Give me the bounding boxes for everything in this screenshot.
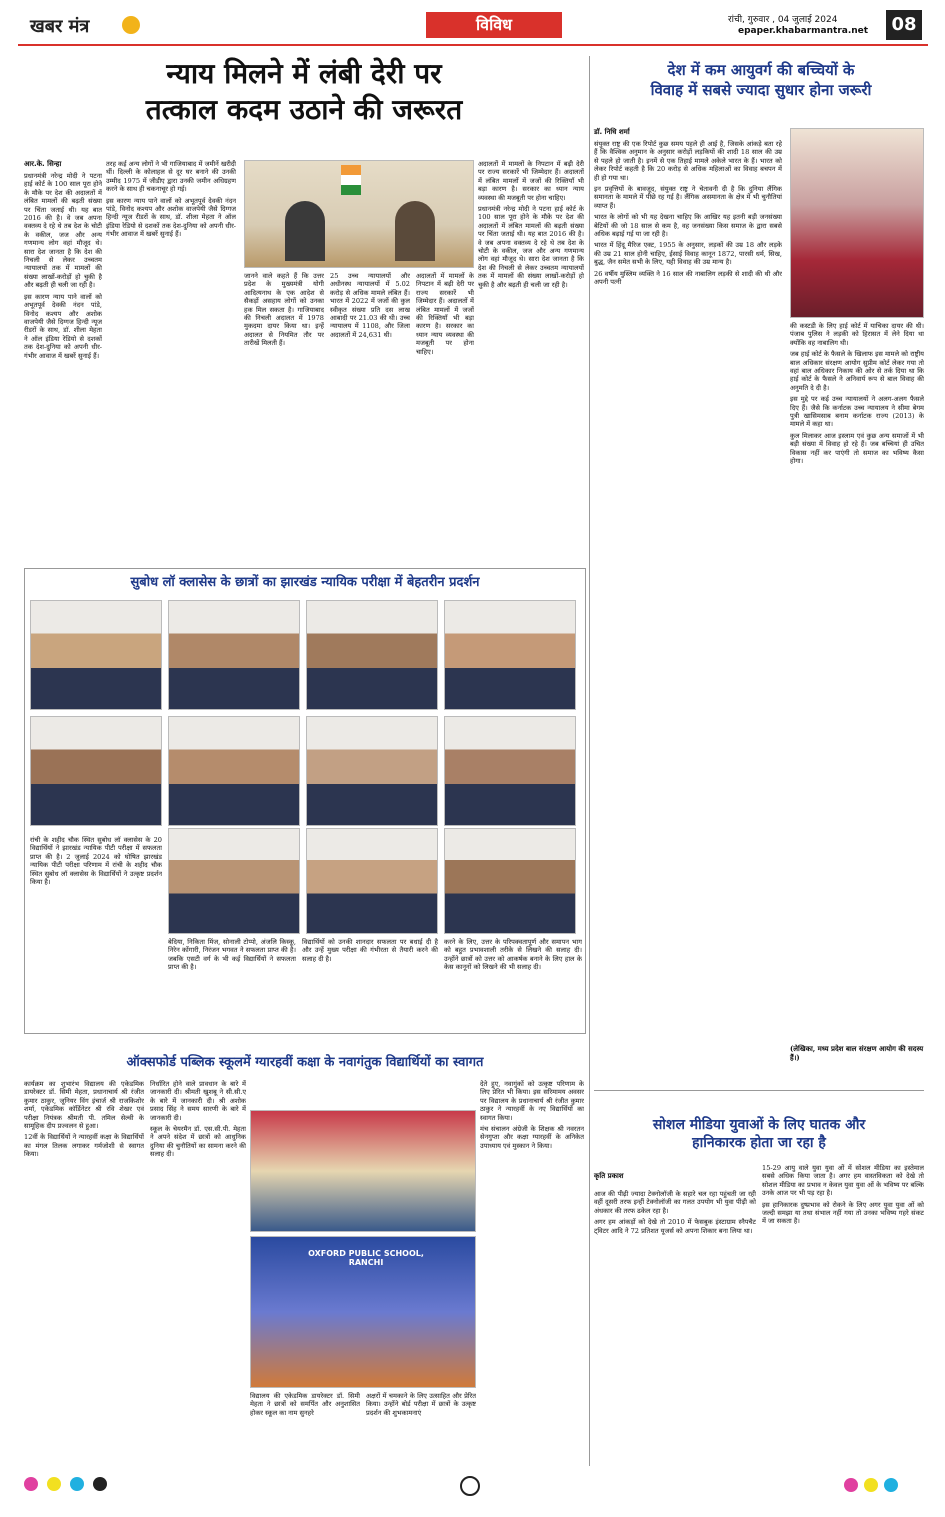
paragraph: इस कारण न्याय पाने वालों को अभूतपूर्व देवकी नंदन पांडे, विनोद कश्यप और अशोक वाजपेयी जैसे दिग्गज हिन्दी न्यूज रीडरों के साथ, डॉ. शीला मेहता ने ऑल इंडिया रेडियो से दशकों तक देश-दुनिया को अपनी धीर-गंभीर आवाज में खबरें सुनाई हैं। — [24, 292, 102, 360]
paragraph: भारत के लोगों को भी यह देखना चाहिए कि आखिर यह इतनी बड़ी जनसंख्या बेटियों की जो 18 साल से कम है, वह जनसंख्या किस समाज के द्वारा सबसे अधिक बढ़ाई गई या जा रही है। — [594, 213, 782, 239]
school-col-2 — [150, 1080, 246, 1466]
masthead — [18, 8, 928, 46]
article2-author: डॉ. निधि शर्मा — [594, 128, 630, 136]
paragraph: भारत में हिंदू मैरिज एक्ट, 1955 के अनुसार, लड़कों की उम्र 18 और लड़के की उम्र 21 साल होनी चाहिए, ईसाई विवाह कानून 1872, पारसी धर्म, सिख, बुद्ध, जैन समेत सभी के लिए, यही विवाह की उम्र मान्य है। — [594, 241, 782, 267]
student-photo — [168, 716, 300, 826]
paragraph: 15-29 आयु वाले युवा युवा ओं में सोशल मीडिया का इस्तेमाल सबसे अधिक किया जाता है। अगर हम वास्तविकता को देखे तो सोशल मीडिया का प्रभाव न केवल युवा युवा ओं के भविष्य पर बल्कि उनके आज पर भी पड़ रहा है। — [762, 1164, 924, 1198]
social-headline-line1: सोशल मीडिया युवाओं के लिए घातक और — [652, 1117, 866, 1133]
student-photo — [306, 600, 438, 710]
paragraph: अगर हम आंकड़ों को देखे तो 2010 में फेसबुक इंस्टाग्राम स्नैपचैट ट्विटर आदि ने 72 प्रतिशत यूजर्स को अपना शिकार बना लिया था। — [594, 1218, 756, 1235]
article1-author: आर.के. सिन्हा — [24, 160, 62, 168]
section-divider — [594, 1090, 924, 1091]
social-col-1 — [594, 1190, 756, 1466]
column-divider — [589, 56, 590, 1466]
student-photo — [444, 600, 576, 710]
student-photo — [168, 828, 300, 934]
paragraph: कार्यक्रम का शुभारंभ विद्यालय की एकेडमिक डायरेक्टर डॉ. सिमी मेहता, प्रधानाचार्य श्री रंजीत कुमार ठाकुर, जूनियर विंग इंचार्ज श्री राजकिशोर शर्मा, एकेडमिक कॉर्डिनेटर श्री रवि शेखर एवं परीक्षा नियंत्रक श्रीमती पी. तमिल सेल्वी के सामूहिक दीप प्रज्वलन से हुआ। — [24, 1080, 144, 1131]
school-col-1 — [24, 1080, 144, 1466]
article1-col-4 — [330, 272, 410, 564]
paragraph: अदालतों में मामलों के निपटान में बढ़ी देरी पर राज्य सरकारें भी जिम्मेदार हैं। अदालतों में लंबित मामलों में जजों की रिक्तियाँ भी बड़ा कारण है। सरकार का ध्यान न्याय व्यवस्था की मजबूती पर होना चाहिए। — [478, 160, 584, 202]
paragraph: करने के लिए, उत्तर के परिपक्वतापूर्ण और समापन भाग को बहुत प्रभावशाली तरीके से लिखने की सलाह दी। उन्होंने छात्रों को उत्तर को आकर्षक बनाने के लिए हाल के केस कानूनों को लिखने की भी सलाह दी। — [444, 938, 582, 972]
paragraph: प्रधानमंत्री नरेन्द्र मोदी ने पटना हाई कोर्ट के 100 साल पूरा होने के मौके पर देश की अदालतों में लंबित मामलों की बढ़ती संख्या पर चिंता जताई थी। यह बात 2016 की है। वे जब अपना वक्तव्य दे रहे थे तब देश के चोटी के वकील, जज और अन्य गणमान्य लोग वहां मौजूद थे। सारा देश जानता है कि देश की निचली से लेकर उच्चतम न्यायालयों तक में मामलों की संख्या लाखों-करोड़ों हो चुकी है और बढ़ती ही चली जा रही है। — [24, 172, 102, 290]
paragraph: तरह कई अन्य लोगों ने भी गाजियाबाद में जमीनें खरीदी थीं। दिल्ली के कोलाहल से दूर घर बनाने की उनकी उम्मीद 1975 में जीडीए द्वारा उनकी जमीन अधिग्रहण करने के साथ ही चकनाचूर हो गई। — [106, 160, 236, 194]
paragraph: की कस्टडी के लिए हाई कोर्ट में याचिका दायर की थी। पंजाब पुलिस ने लड़की को हिरासत में लेने दिया था क्योंकि वह नाबालिग थी। — [790, 322, 924, 347]
website[interactable]: epaper.khabarmantra.net — [738, 26, 869, 36]
article1-col-2 — [106, 160, 236, 564]
feature-banner: सुबोध लॉ क्लासेस के छात्रों का झारखंड न्यायिक परीक्षा में बेहतरीन प्रदर्शन — [130, 575, 480, 590]
pm-meeting-photo — [244, 160, 474, 268]
paragraph: कुल मिलाकर आज इस्लाम एवं कुछ अन्य समाजों में भी बड़ी संख्या में विवाह हो रहे हैं। जब बच्चियां ही उचित विकास नहीं कर पाएंगी तो समाज का भविष्य कैसा होगा। — [790, 431, 924, 466]
paragraph: 25 उच्च न्यायालयों और अधीनस्थ न्यायालयों में 5.02 करोड़ से अधिक मामले लंबित हैं। भारत में 2022 में जजों की कुल स्वीकृत संख्या प्रति दस लाख आबादी पर 21.03 की थी। उच्च न्यायालय में 1108, और जिला अदालतों में 24,631 थी। — [330, 272, 410, 339]
article2-headline-line1: देश में कम आयुवर्ग की बच्चियों के — [667, 61, 855, 79]
school-col-3 — [480, 1080, 584, 1466]
paragraph: रांची के शहीद चौक स्थित सुबोध लॉ क्लासेस के 20 विद्यार्थियों ने झारखंड न्यायिक पीटी परीक्षा में सफलता प्राप्त की है। 2 जुलाई 2024 को घोषित झारखंड न्यायिक पीटी परीक्षा परिणाम में रांची के शहीद चौक स्थित सुबोध लॉ क्लासेस के विद्यार्थियों ने उत्कृष्ट प्रदर्शन किया है। — [30, 836, 162, 887]
student-photo — [306, 828, 438, 934]
article2-col-1 — [594, 140, 782, 1084]
brand-mark-icon — [122, 16, 140, 34]
paragraph: जानने वाले कहते हैं कि उत्तर प्रदेश के मुख्यमंत्री योगी आदित्यनाथ के एक आदेश से सैकड़ों असहाय लोगों को उनका हक मिल सकता है। गाजियाबाद की निचली अदालत में 1978 मुकदमा दायर किया था। इन्हें अदालत से नियमित तौर पर तारीखें मिलती हैं। — [244, 272, 324, 348]
school-stage-photo-1 — [250, 1110, 476, 1232]
paragraph: आज की पीढ़ी ज्यादा टेक्नोलॉजी के सहारे चल रहा पहुंचती जा रही वहीं दूसरी तरफ इन्हीं टेक्नोलॉजी का गलत उपयोग भी युवा पीढ़ी को अंधकार की तरफ ढकेल रहा है। — [594, 1190, 756, 1215]
article1-headline-line2: तत्काल कदम उठाने की जरूरत — [145, 93, 463, 126]
footer-color-marks — [24, 1476, 924, 1496]
paragraph: इन प्रवृत्तियों के बावजूद, संयुक्त राष्ट्र ने चेतावनी दी है कि दुनिया लैंगिक समानता के मामले में पीछे रह गई है। लैंगिक असमानता के क्षेत्र में भी चुनौतियां व्याप्त हैं। — [594, 185, 782, 210]
brand-logo: खबर मंत्र — [30, 16, 90, 37]
article1-col-6 — [478, 160, 584, 564]
student-photo — [168, 600, 300, 710]
school-banner: ऑक्सफोर्ड पब्लिक स्कूलमें ग्यारहवीं कक्षा के नवागंतुक विद्यार्थियों का स्वागत — [126, 1055, 484, 1070]
paragraph: इस हानिकारक दुष्प्रभाव को रोकने के लिए अगर युवा युवा ओं को जल्दी समझा या तथा संभाल नहीं गया तो उनका भविष्य गहरे संकट में जा सकता है। — [762, 1200, 924, 1226]
registration-dot-icon — [70, 1477, 84, 1491]
feature-col-4 — [444, 938, 582, 1030]
article2-col-2 — [790, 322, 924, 1038]
paragraph: निर्धारित होने वाले प्रावधान के बारे में जानकारी दी। श्रीमती खुशबू ने सी.सी.ए के बारे में जानकारी दी। श्री अशोक प्रसाद सिंह ने समय सारणी के बारे में जानकारी दी। — [150, 1080, 246, 1122]
paragraph: देते हुए, नवागुंकों को उत्कृष्ट परिणाम के लिए प्रेरित भी किया। इस सरिमामय अवसर पर विद्यालय के प्रधानाचार्य श्री रंजीत कुमार ठाकुर ने न्यारहवीं के नए विद्यार्थियों का स्वागत किया। — [480, 1080, 584, 1122]
registration-dot-icon — [47, 1477, 61, 1491]
paragraph: 12वीं के विद्यार्थियों ने न्यारहवीं कक्षा के विद्यार्थियों का मंगल तिलक लगाकर गर्मजोशी से स्वागत किया। — [24, 1133, 144, 1159]
article1-headline-line1: न्याय मिलने में लंबी देरी पर — [166, 57, 442, 90]
article1-col-1 — [24, 172, 102, 564]
student-photo — [30, 600, 162, 710]
paragraph: विद्यार्थियों को उनकी शानदार सफलता पर बधाई दी है और उन्हें मुख्य परीक्षा की गंभीरता से तैयारी करने की सलाह दी है। — [302, 938, 438, 963]
dateline: रांची, गुरुवार , 04 जुलाई 2024 — [728, 15, 838, 25]
page-number: 08 — [886, 10, 922, 40]
paragraph: 26 वर्षीय मुस्लिम व्यक्ति ने 16 साल की नाबालिग लड़की से शादी की थी और अपनी पत्नी — [594, 269, 782, 287]
student-photo — [444, 828, 576, 934]
stage-banner-text: OXFORD PUBLIC SCHOOL, RANCHI — [308, 1249, 424, 1267]
social-headline — [594, 1116, 924, 1152]
paragraph: संयुक्त राष्ट्र की एक रिपोर्ट कुछ समय पहले ही आई है, जिसके आंकड़े बता रहे हैं कि वैश्विक अनुमान के अनुसार करोड़ों लड़कियों की शादी 18 साल की उम्र से पहले हो जाती है। इनमें से एक तिहाई मामले अकेले भारत के हैं। भारत को लेकर रिपोर्ट कहती है कि 20 करोड़ से अधिक महिलाओं का विवाह बचपन में ही हो गया था। — [594, 140, 782, 182]
school-photo-caption: विद्यालय की एकेडमिक डायरेक्टर डॉ. सिमी मेहता ने छात्रों को समर्पित और अनुशासित होकर स्कूल का नाम सुनहरे — [250, 1392, 360, 1417]
student-photo — [444, 716, 576, 826]
paragraph: इस मुद्दे पर कई उच्च न्यायालयों ने अलग-अलग फैसले दिए हैं। जैसे कि कर्नाटक उच्च न्यायालय ने सीमा बेगम पुत्री खासिमसाब बनाम कर्नाटक राज्य (2013) के मामले में कहा था। — [790, 395, 924, 429]
feature-col-1 — [30, 836, 162, 1030]
paragraph: मंच संचालन अंग्रेजी के शिक्षक श्री नवरतन सेनगुप्ता और कक्षा ग्यारहवीं के अनिकेत उपाध्याय एवं मुस्कान ने किया। — [480, 1125, 584, 1150]
social-author: कृति प्रकाश — [594, 1172, 624, 1180]
paragraph: अदालतों में मामलों के निपटान में बढ़ी देरी पर राज्य सरकारें भी जिम्मेदार हैं। अदालतों में लंबित मामलों में जजों की रिक्तियाँ भी बड़ा कारण है। सरकार का ध्यान न्याय व्यवस्था की मजबूती पर होना चाहिए। — [416, 272, 474, 356]
paragraph: बेदिया, निकिता मिंज, सोनाली टोप्पो, अंजलि किस्कू, निरेन कोंगारी, निरंजन भगवत ने सफलता प्राप्त की है। जबकि एसटी वर्ग के भी कई विद्यार्थियों ने सफलता प्राप्त की है। — [168, 938, 296, 972]
paragraph: इस कारण न्याय पाने वालों को अभूतपूर्व देवकी नंदन पांडे, विनोद कश्यप और अशोक वाजपेयी जैसे दिग्गज हिन्दी न्यूज रीडरों के साथ, डॉ. शीला मेहता ने ऑल इंडिया रेडियो से दशकों तक देश-दुनिया को अपनी धीर-गंभीर आवाज में खबरें सुनाई हैं। — [106, 196, 236, 239]
social-col-2 — [762, 1164, 924, 1466]
student-photo — [30, 716, 162, 826]
registration-dot-icon — [24, 1477, 38, 1491]
article2-headline-line2: विवाह में सबसे ज्यादा सुधार होना जरूरी — [650, 81, 872, 99]
paragraph: स्कूल के चेयरमैन डॉ. एस.सी.पी. मेहता ने अपने संदेश में छात्रों को आधुनिक दुनिया की चुनौतियों का सामना करने की सलाह दी। — [150, 1125, 246, 1159]
registration-dot-icon — [93, 1477, 107, 1491]
feature-col-2 — [168, 938, 296, 1030]
registration-dot-icon — [864, 1478, 878, 1492]
paragraph: प्रधानमंत्री नरेन्द्र मोदी ने पटना हाई कोर्ट के 100 साल पूरा होने के मौके पर देश की अदालतों में लंबित मामलों की बढ़ती संख्या पर चिंता जताई थी। यह बात 2016 की है। वे जब अपना वक्तव्य दे रहे थे तब देश के चोटी के वकील, जज और अन्य गणमान्य लोग वहां मौजूद थे। सारा देश जानता है कि देश की निचली से लेकर उच्चतम न्यायालयों तक में मामलों की संख्या लाखों-करोड़ों हो चुकी है और बढ़ती ही चली जा रही है। — [478, 205, 584, 289]
school-photo-caption-2: अक्षरों में चमकाने के लिए उत्साहित और प्रेरित किया। उन्होंने बोर्ड परीक्षा में छात्रों के उत्कृष्ट प्रदर्शन की शुभकामनाएं — [366, 1392, 476, 1417]
paragraph: जब हाई कोर्ट के फैसले के खिलाफ इस मामले को राष्ट्रीय बाल अधिकार संरक्षण आयोग सुप्रीम कोर्ट लेकर गया तो वहां बाल अधिकार निकाय की ओर से तर्क दिया था कि हाई कोर्ट के फैसले ने अनिवार्य रूप से बाल विवाह की अनुमति दे दी है। — [790, 350, 924, 392]
feature-col-3 — [302, 938, 438, 1030]
student-photo — [306, 716, 438, 826]
article1-headline — [24, 56, 584, 128]
registration-dot-icon — [884, 1478, 898, 1492]
school-stage-photo-2 — [250, 1236, 476, 1388]
person-silhouette-icon — [395, 201, 435, 261]
article1-col-5 — [416, 272, 474, 564]
flag-icon — [341, 165, 361, 195]
article1-col-3 — [244, 272, 324, 564]
person-silhouette-icon — [285, 201, 325, 261]
classroom-girls-photo — [790, 128, 924, 318]
registration-crosshair-icon — [460, 1476, 480, 1496]
article2-footnote: (लेखिका, मध्य प्रदेश बाल संरक्षण आयोग की सदस्य हैं।) — [790, 1044, 924, 1062]
registration-dot-icon — [844, 1478, 858, 1492]
section-label: विविध — [426, 12, 562, 38]
article2-headline — [598, 60, 924, 100]
social-headline-line2: हानिकारक होता जा रहा है — [692, 1135, 826, 1151]
